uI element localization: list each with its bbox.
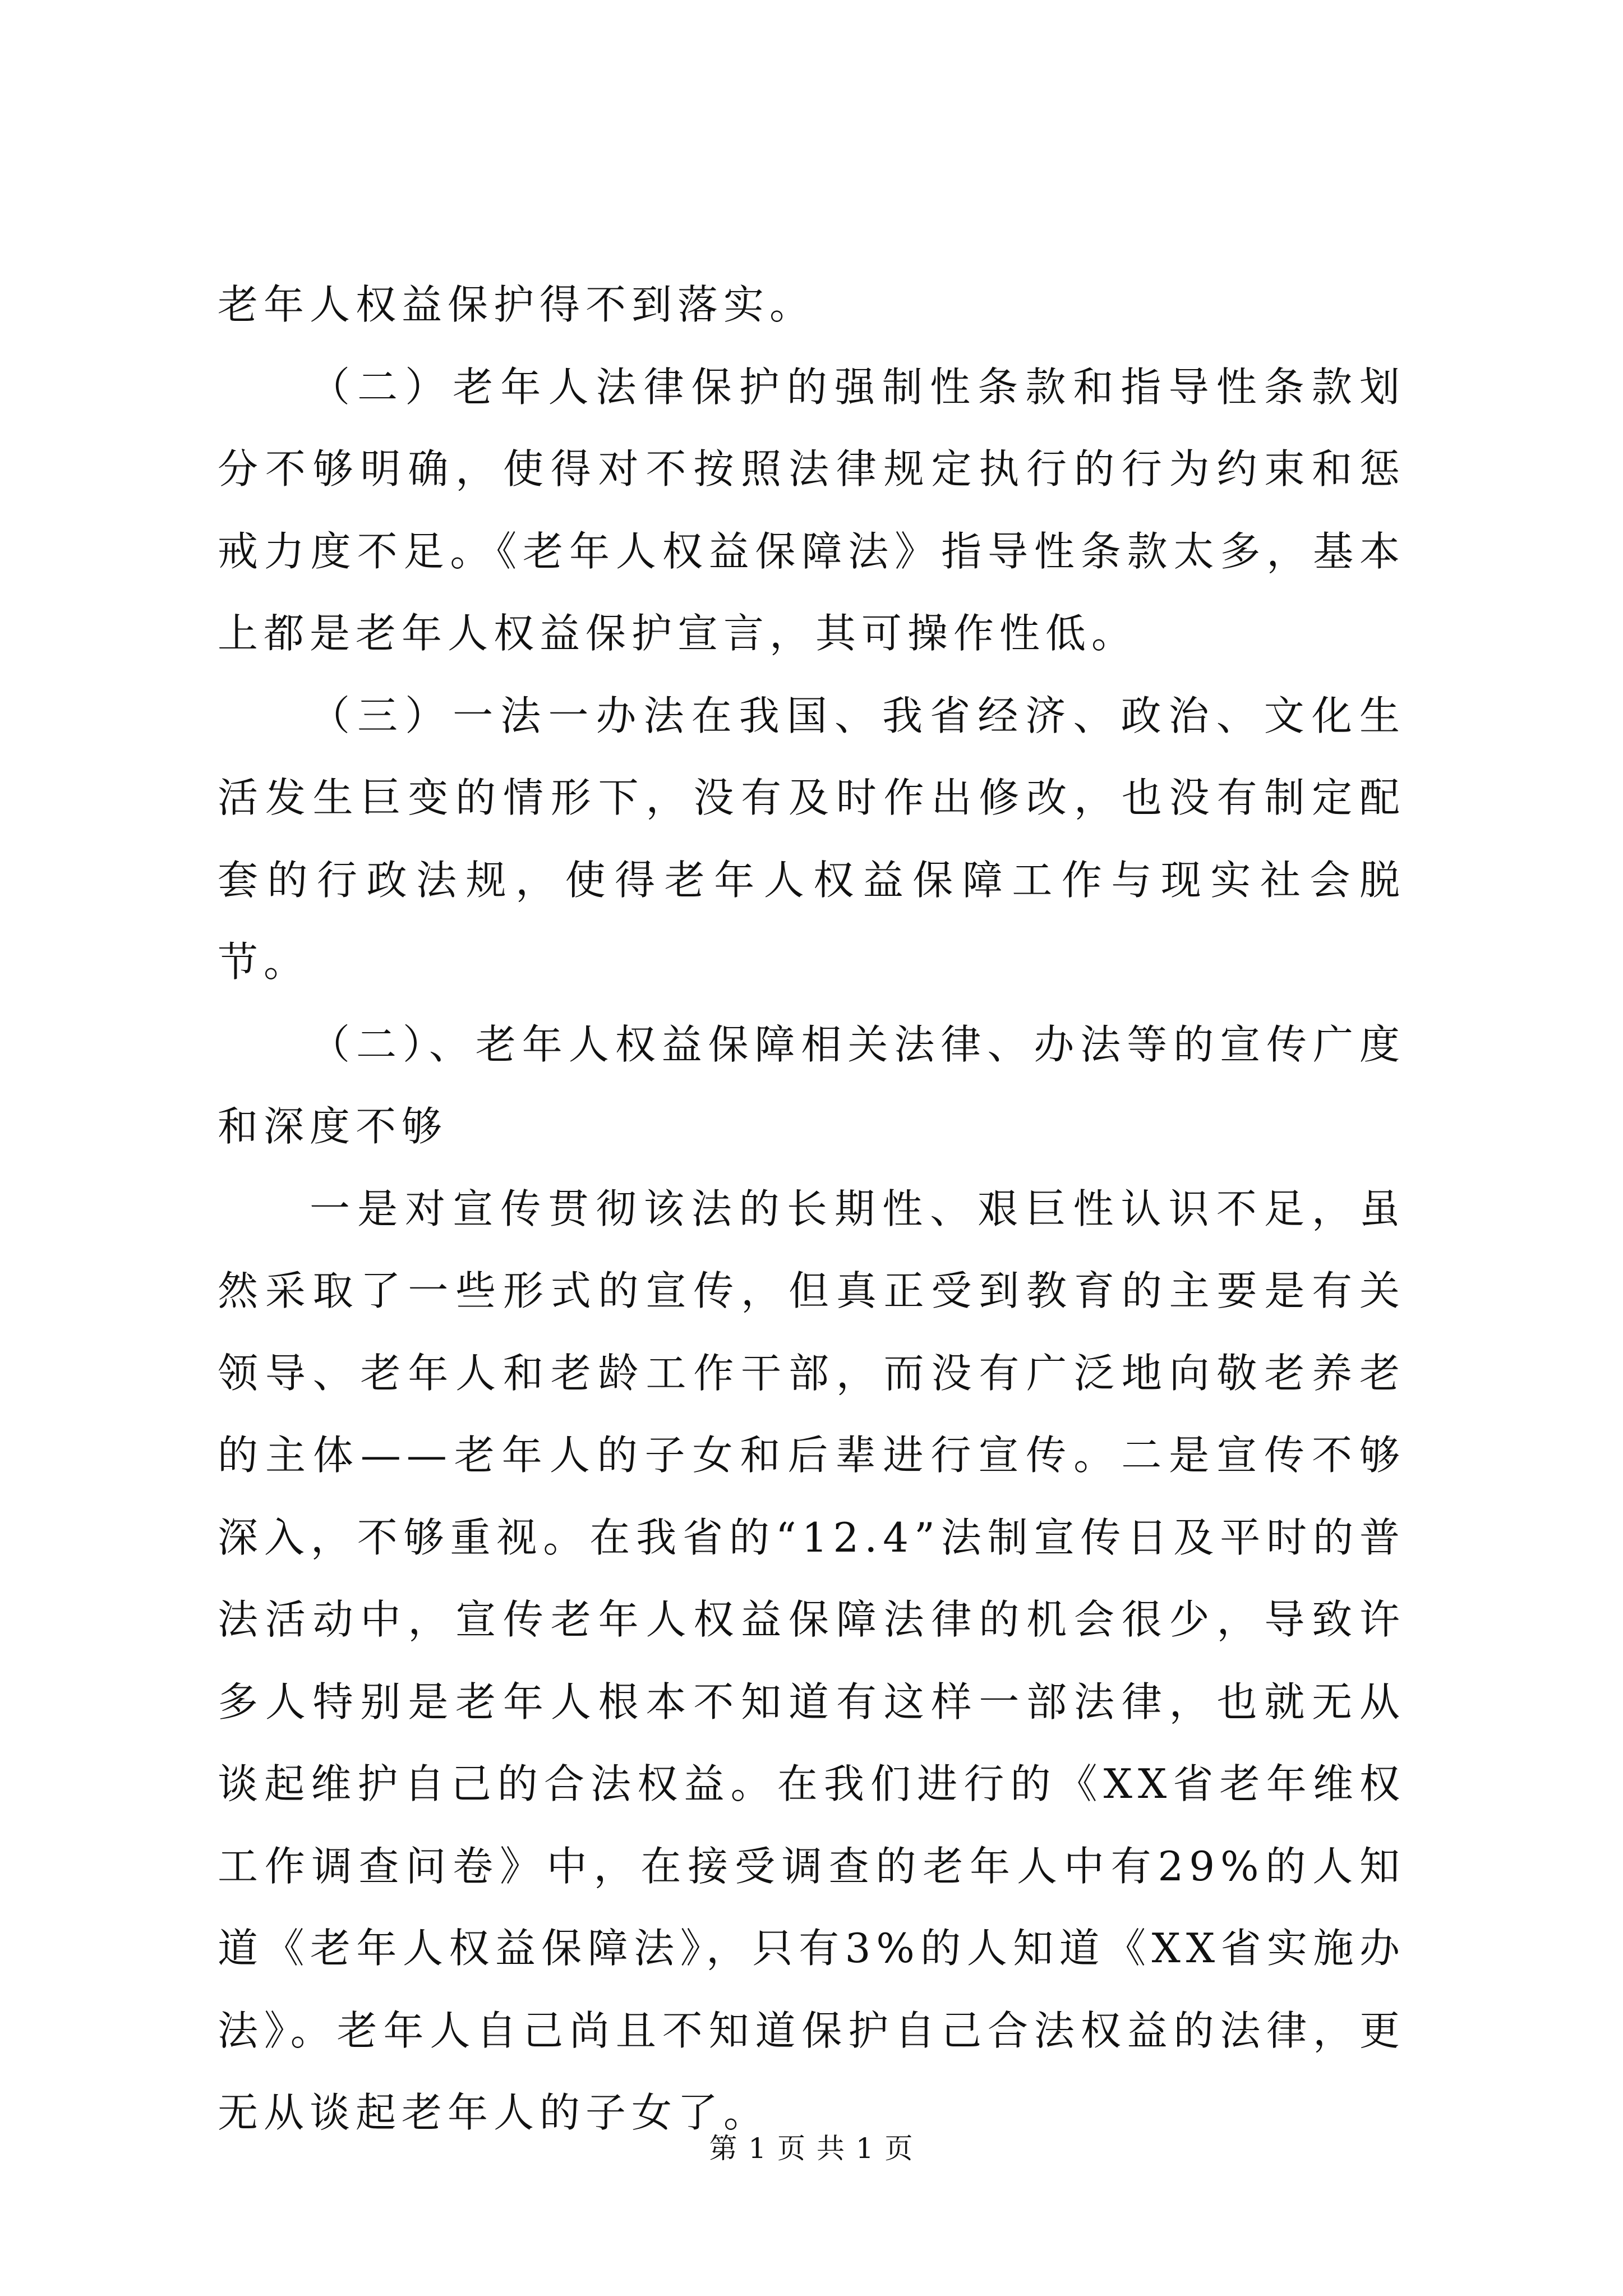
- paragraph-continuation: 老年人权益保护得不到落实。: [218, 281, 816, 328]
- paragraph-section-3: （三）一法一办法在我国、我省经济、政治、文化生活发生巨变的情形下，没有及时作出修改，也没有制定配套的行政法规，使得老年人权益保障工作与现实社会脱节。: [218, 692, 1405, 986]
- page-footer: 第 1 页 共 1 页: [709, 2132, 914, 2165]
- paragraph-section-2: （二）老年人法律保护的强制性条款和指导性条款划分不够明确，使得对不按照法律规定执行的行为约束和惩戒力度不足。《老年人权益保障法》指导性条款太多，基本上都是老年人权益保护宣言，其可操作性低。: [218, 363, 1405, 657]
- paragraph-publicity-details: 一是对宣传贯彻该法的长期性、艰巨性认识不足，虽然采取了一些形式的宣传，但真正受到教育的主要是有关领导、老年人和老龄工作干部，而没有广泛地向敬老养老的主体——老年人的子女和后辈进行宣传。二是宣传不够深入，不够重视。在我省的“12.4”法制宣传日及平时的普法活动中，宣传老年人权益保障法律的机会很少，导致许多人特别是老年人根本不知道有这样一部法律，也就无从谈起维护自己的合法权益。在我们进行的《XX省老年维权工作调查问卷》中，在接受调查的老年人中有29%的人知道《老年人权益保障法》，只有3%的人知道《XX省实施办法》。老年人自己尚且不知道保护自己合法权益的法律，更无从谈起老年人的子女了。: [218, 1185, 1405, 2136]
- document-body: [218, 264, 1405, 2154]
- paragraph-heading-publicity: （二）、老年人权益保障相关法律、办法等的宣传广度和深度不够: [218, 1020, 1405, 1150]
